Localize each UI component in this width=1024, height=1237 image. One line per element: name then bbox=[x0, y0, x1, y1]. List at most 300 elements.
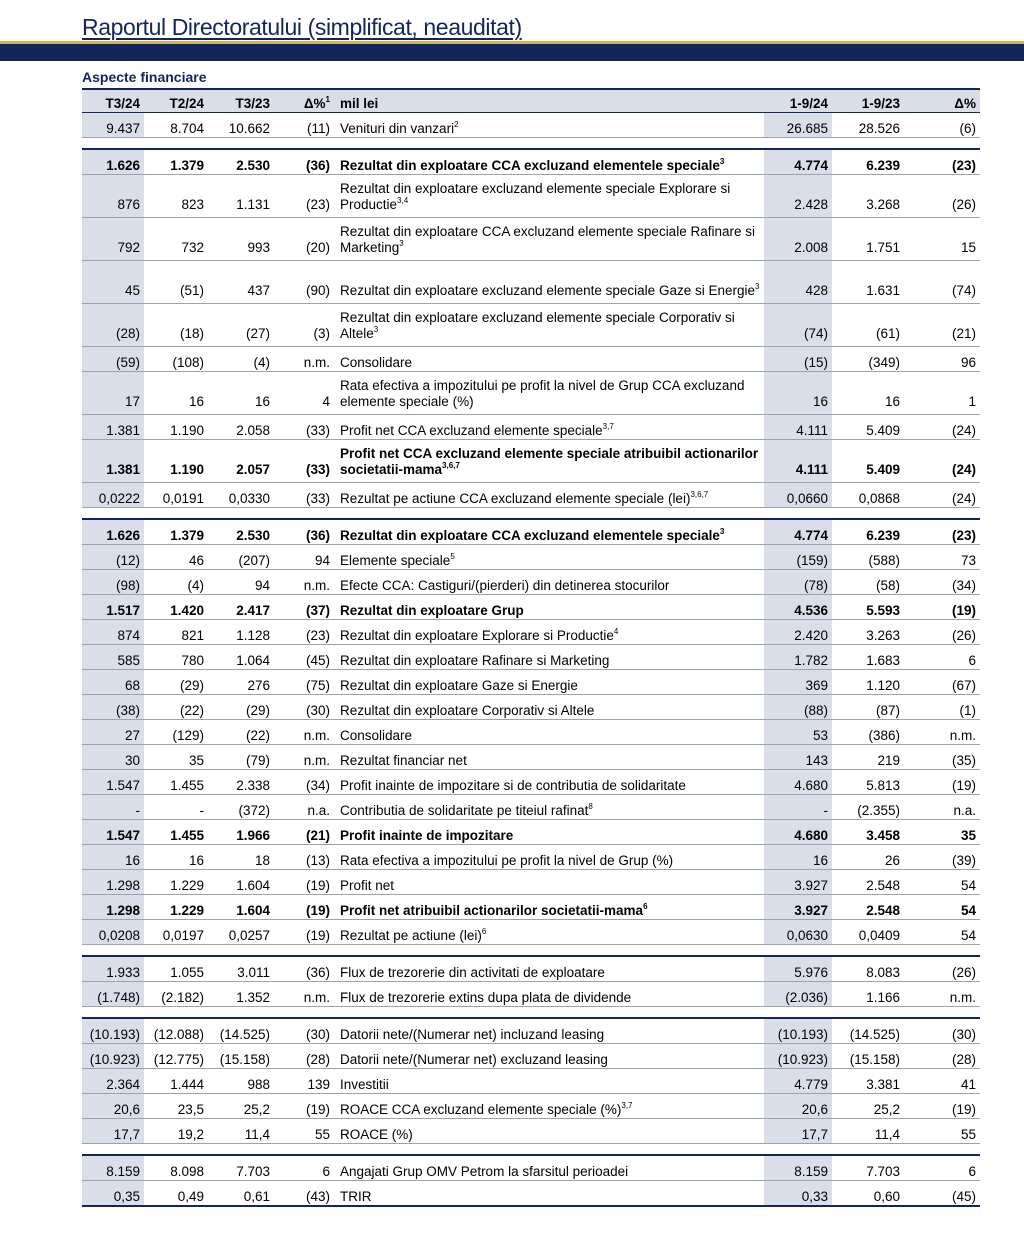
value-9m-24: 20,6 bbox=[764, 1094, 832, 1119]
row-label: Rezultat pe actiune CCA excluzand elemente speciale (lei) bbox=[340, 491, 691, 506]
value-9m-23: (58) bbox=[832, 570, 904, 595]
value-9m-23: 5.813 bbox=[832, 770, 904, 795]
row-label-cell bbox=[334, 956, 764, 982]
value-delta-q: (75) bbox=[274, 670, 334, 695]
spacer-cell bbox=[82, 138, 980, 150]
value-t3-23: 1.352 bbox=[208, 982, 274, 1007]
table-row bbox=[82, 956, 980, 982]
value-delta-q: (36) bbox=[274, 956, 334, 982]
value-t3-23: (372) bbox=[208, 795, 274, 820]
footnote-ref: 5 bbox=[450, 552, 455, 561]
value-delta-9m: 54 bbox=[904, 920, 980, 945]
value-9m-24: 16 bbox=[764, 845, 832, 870]
value-9m-24: (10.923) bbox=[764, 1044, 832, 1069]
value-9m-23: 0,0409 bbox=[832, 920, 904, 945]
value-t3-24: 1.547 bbox=[82, 820, 144, 845]
value-t2-24: 823 bbox=[144, 175, 208, 218]
value-t2-24: (4) bbox=[144, 570, 208, 595]
footnote-ref: 3,6,7 bbox=[442, 461, 460, 470]
table-row bbox=[82, 175, 980, 218]
value-9m-23: (61) bbox=[832, 304, 904, 347]
header-accent-line bbox=[0, 41, 1024, 44]
value-t2-24: 0,49 bbox=[144, 1181, 208, 1207]
value-delta-q: (13) bbox=[274, 845, 334, 870]
spacer-cell bbox=[82, 1144, 980, 1156]
header-delta-9m: Δ% bbox=[904, 89, 980, 113]
value-delta-q: (11) bbox=[274, 113, 334, 138]
table-row bbox=[82, 620, 980, 645]
value-t2-24: 19,2 bbox=[144, 1119, 208, 1144]
value-t3-23: 2.530 bbox=[208, 519, 274, 545]
value-delta-9m: (19) bbox=[904, 595, 980, 620]
value-t3-24: 1.933 bbox=[82, 956, 144, 982]
value-9m-24: 5.976 bbox=[764, 956, 832, 982]
value-9m-24: 4.680 bbox=[764, 770, 832, 795]
value-t3-23: 2.057 bbox=[208, 440, 274, 483]
table-row bbox=[82, 149, 980, 175]
value-delta-q: (20) bbox=[274, 218, 334, 261]
value-delta-q: (34) bbox=[274, 770, 334, 795]
value-9m-23: (14.525) bbox=[832, 1018, 904, 1044]
value-delta-9m: 73 bbox=[904, 545, 980, 570]
value-delta-9m: (39) bbox=[904, 845, 980, 870]
value-t2-24: 1.379 bbox=[144, 149, 208, 175]
value-t3-23: 1.604 bbox=[208, 870, 274, 895]
value-t2-24: (51) bbox=[144, 261, 208, 304]
table-row bbox=[82, 1155, 980, 1181]
table-spacer bbox=[82, 1007, 980, 1019]
spacer-cell bbox=[82, 508, 980, 520]
value-t3-23: 2.338 bbox=[208, 770, 274, 795]
value-t3-24: - bbox=[82, 795, 144, 820]
row-label: Rezultat din exploatare CCA excluzand elementele speciale bbox=[340, 158, 720, 173]
value-delta-9m: (19) bbox=[904, 1094, 980, 1119]
row-label: ROACE CCA excluzand elemente speciale (%) bbox=[340, 1102, 622, 1117]
table-spacer bbox=[82, 945, 980, 957]
table-row bbox=[82, 745, 980, 770]
value-t3-24: (12) bbox=[82, 545, 144, 570]
table-header-row bbox=[82, 89, 980, 113]
row-label-cell bbox=[334, 1094, 764, 1119]
value-delta-9m: (26) bbox=[904, 620, 980, 645]
table-row bbox=[82, 770, 980, 795]
footnote-ref: 3,6,7 bbox=[690, 490, 709, 499]
value-9m-23: 11,4 bbox=[832, 1119, 904, 1144]
row-label-cell bbox=[334, 820, 764, 845]
value-t2-24: (2.182) bbox=[144, 982, 208, 1007]
table-row bbox=[82, 982, 980, 1007]
row-label-cell bbox=[334, 175, 764, 218]
table-row bbox=[82, 1018, 980, 1044]
value-t2-24: (129) bbox=[144, 720, 208, 745]
value-delta-9m: 35 bbox=[904, 820, 980, 845]
value-delta-9m: (24) bbox=[904, 415, 980, 440]
value-t3-23: 0,0257 bbox=[208, 920, 274, 945]
value-delta-9m: 6 bbox=[904, 1155, 980, 1181]
row-label: Profit inainte de impozitare bbox=[340, 828, 514, 843]
value-t3-23: 2.417 bbox=[208, 595, 274, 620]
row-label-cell bbox=[334, 845, 764, 870]
footnote-ref: 3 bbox=[755, 282, 760, 291]
row-label-cell bbox=[334, 149, 764, 175]
row-label-cell bbox=[334, 720, 764, 745]
value-9m-23: 3.381 bbox=[832, 1069, 904, 1094]
row-label: Profit net CCA excluzand elemente speciale bbox=[340, 423, 603, 438]
header-t3-24: T3/24 bbox=[82, 89, 144, 113]
value-9m-23: 1.751 bbox=[832, 218, 904, 261]
value-delta-9m: (26) bbox=[904, 956, 980, 982]
row-label-cell bbox=[334, 870, 764, 895]
row-label-cell bbox=[334, 1181, 764, 1207]
header-band bbox=[0, 41, 1024, 61]
row-label: Rezultat din exploatare Grup bbox=[340, 603, 524, 618]
value-t3-23: 2.058 bbox=[208, 415, 274, 440]
value-delta-q: (21) bbox=[274, 820, 334, 845]
value-delta-q: n.m. bbox=[274, 347, 334, 372]
row-label: ROACE (%) bbox=[340, 1127, 413, 1142]
value-t3-24: 0,0208 bbox=[82, 920, 144, 945]
value-t2-24: 1.420 bbox=[144, 595, 208, 620]
value-t3-23: (29) bbox=[208, 695, 274, 720]
value-delta-9m: 1 bbox=[904, 372, 980, 415]
value-9m-23: 1.683 bbox=[832, 645, 904, 670]
value-delta-9m: n.m. bbox=[904, 720, 980, 745]
value-t2-24: (12.775) bbox=[144, 1044, 208, 1069]
row-label: Rezultat din exploatare excluzand elemente speciale Explorare si Productie bbox=[340, 181, 731, 212]
value-9m-24: (74) bbox=[764, 304, 832, 347]
value-9m-23: 3.263 bbox=[832, 620, 904, 645]
row-label: Contributia de solidaritate pe titeiul rafinat bbox=[340, 803, 589, 818]
row-label-cell bbox=[334, 770, 764, 795]
value-t3-24: 874 bbox=[82, 620, 144, 645]
row-label: Angajati Grup OMV Petrom la sfarsitul perioadei bbox=[340, 1164, 629, 1179]
row-label: Investitii bbox=[340, 1077, 389, 1092]
value-delta-q: (43) bbox=[274, 1181, 334, 1207]
value-9m-23: 3.268 bbox=[832, 175, 904, 218]
value-t3-23: 25,2 bbox=[208, 1094, 274, 1119]
row-label: Rezultat din exploatare Explorare si Productie bbox=[340, 628, 614, 643]
table-row bbox=[82, 1119, 980, 1144]
value-t2-24: (29) bbox=[144, 670, 208, 695]
value-9m-23: 1.631 bbox=[832, 261, 904, 304]
value-t2-24: 1.455 bbox=[144, 820, 208, 845]
value-t3-23: (14.525) bbox=[208, 1018, 274, 1044]
value-9m-24: 0,0630 bbox=[764, 920, 832, 945]
row-label-cell bbox=[334, 113, 764, 138]
row-label: Rezultat din exploatare CCA excluzand elemente speciale Rafinare si Marketing bbox=[340, 224, 755, 255]
value-t3-23: 1.128 bbox=[208, 620, 274, 645]
value-t3-23: (27) bbox=[208, 304, 274, 347]
row-label-cell bbox=[334, 261, 764, 304]
value-t3-24: 1.298 bbox=[82, 895, 144, 920]
table-row bbox=[82, 845, 980, 870]
value-delta-9m: 15 bbox=[904, 218, 980, 261]
value-9m-24: 2.428 bbox=[764, 175, 832, 218]
table-row bbox=[82, 483, 980, 508]
value-t2-24: 1.229 bbox=[144, 895, 208, 920]
page-title: Raportul Directoratului (simplificat, neauditat) bbox=[82, 14, 522, 40]
value-delta-9m: 41 bbox=[904, 1069, 980, 1094]
value-delta-9m: n.a. bbox=[904, 795, 980, 820]
value-9m-23: (588) bbox=[832, 545, 904, 570]
value-t2-24: 1.190 bbox=[144, 415, 208, 440]
value-9m-23: 7.703 bbox=[832, 1155, 904, 1181]
value-t2-24: (18) bbox=[144, 304, 208, 347]
value-t3-23: 1.604 bbox=[208, 895, 274, 920]
value-t3-24: 2.364 bbox=[82, 1069, 144, 1094]
row-label-cell bbox=[334, 1069, 764, 1094]
row-label: TRIR bbox=[340, 1189, 372, 1204]
value-9m-24: 53 bbox=[764, 720, 832, 745]
value-t2-24: 780 bbox=[144, 645, 208, 670]
value-t2-24: 23,5 bbox=[144, 1094, 208, 1119]
row-label: Rezultat din exploatare excluzand elemente speciale Corporativ si Altele bbox=[340, 310, 735, 341]
value-t3-24: (28) bbox=[82, 304, 144, 347]
value-t3-24: 1.381 bbox=[82, 415, 144, 440]
value-t3-24: (59) bbox=[82, 347, 144, 372]
value-9m-24: - bbox=[764, 795, 832, 820]
value-t2-24: 8.704 bbox=[144, 113, 208, 138]
row-label: Datorii nete/(Numerar net) incluzand leasing bbox=[340, 1027, 605, 1042]
value-delta-q: (36) bbox=[274, 149, 334, 175]
value-t3-24: 45 bbox=[82, 261, 144, 304]
row-label: Profit net atribuibil actionarilor societatii-mama bbox=[340, 903, 644, 918]
value-t2-24: 1.190 bbox=[144, 440, 208, 483]
value-9m-23: 8.083 bbox=[832, 956, 904, 982]
header-delta-q-footnote: 1 bbox=[325, 95, 330, 104]
row-label: Rezultat din exploatare Rafinare si Marketing bbox=[340, 653, 610, 668]
value-9m-23: 28.526 bbox=[832, 113, 904, 138]
value-9m-23: (15.158) bbox=[832, 1044, 904, 1069]
value-9m-23: 1.166 bbox=[832, 982, 904, 1007]
value-t2-24: 1.444 bbox=[144, 1069, 208, 1094]
spacer-cell bbox=[82, 1007, 980, 1019]
footnote-ref: 3 bbox=[373, 325, 379, 334]
value-9m-24: 3.927 bbox=[764, 870, 832, 895]
row-label: Consolidare bbox=[340, 728, 413, 743]
value-t3-24: 1.381 bbox=[82, 440, 144, 483]
value-9m-23: 6.239 bbox=[832, 149, 904, 175]
value-t3-23: 94 bbox=[208, 570, 274, 595]
value-9m-24: (2.036) bbox=[764, 982, 832, 1007]
row-label-cell bbox=[334, 645, 764, 670]
value-delta-9m: (23) bbox=[904, 149, 980, 175]
row-label-cell bbox=[334, 895, 764, 920]
value-9m-23: (386) bbox=[832, 720, 904, 745]
value-9m-24: 369 bbox=[764, 670, 832, 695]
value-t3-24: 17,7 bbox=[82, 1119, 144, 1144]
footnote-ref: 3 bbox=[399, 239, 404, 248]
value-delta-9m: (23) bbox=[904, 519, 980, 545]
row-label-cell bbox=[334, 1155, 764, 1181]
value-t2-24: (12.088) bbox=[144, 1018, 208, 1044]
value-t3-24: 792 bbox=[82, 218, 144, 261]
value-9m-24: 17,7 bbox=[764, 1119, 832, 1144]
value-9m-23: 0,0868 bbox=[832, 483, 904, 508]
value-t2-24: 16 bbox=[144, 845, 208, 870]
row-label-cell bbox=[334, 570, 764, 595]
table-row bbox=[82, 570, 980, 595]
row-label: Flux de trezorerie din activitati de exploatare bbox=[340, 965, 605, 980]
header-delta-q-label: Δ% bbox=[303, 96, 326, 111]
value-9m-24: 1.782 bbox=[764, 645, 832, 670]
value-t3-23: 993 bbox=[208, 218, 274, 261]
value-9m-23: 6.239 bbox=[832, 519, 904, 545]
value-9m-24: 16 bbox=[764, 372, 832, 415]
value-9m-23: 219 bbox=[832, 745, 904, 770]
value-t3-24: (1.748) bbox=[82, 982, 144, 1007]
value-9m-24: 2.420 bbox=[764, 620, 832, 645]
row-label: Rezultat din exploatare CCA excluzand elementele speciale bbox=[340, 528, 720, 543]
row-label: Rezultat din exploatare Gaze si Energie bbox=[340, 678, 578, 693]
value-9m-23: (87) bbox=[832, 695, 904, 720]
header-t3-23: T3/23 bbox=[208, 89, 274, 113]
value-delta-q: n.m. bbox=[274, 982, 334, 1007]
value-9m-24: (159) bbox=[764, 545, 832, 570]
value-delta-9m: (21) bbox=[904, 304, 980, 347]
row-label: Efecte CCA: Castiguri/(pierderi) din detinerea stocurilor bbox=[340, 578, 670, 593]
row-label-cell bbox=[334, 415, 764, 440]
value-delta-q: n.a. bbox=[274, 795, 334, 820]
value-t2-24: 1.055 bbox=[144, 956, 208, 982]
financial-table bbox=[82, 88, 980, 1207]
table-row bbox=[82, 670, 980, 695]
value-9m-23: 3.458 bbox=[832, 820, 904, 845]
value-t3-24: 68 bbox=[82, 670, 144, 695]
value-9m-24: 4.774 bbox=[764, 149, 832, 175]
value-9m-23: 1.120 bbox=[832, 670, 904, 695]
value-9m-23: 5.409 bbox=[832, 415, 904, 440]
value-t3-23: (15.158) bbox=[208, 1044, 274, 1069]
value-t2-24: 46 bbox=[144, 545, 208, 570]
value-9m-23: (2.355) bbox=[832, 795, 904, 820]
row-label: Rezultat financiar net bbox=[340, 753, 467, 768]
footnote-ref: 3 bbox=[719, 157, 725, 166]
value-delta-9m: (24) bbox=[904, 440, 980, 483]
value-t3-24: 9.437 bbox=[82, 113, 144, 138]
row-label-cell bbox=[334, 218, 764, 261]
value-delta-q: (33) bbox=[274, 440, 334, 483]
header-delta-q bbox=[274, 89, 334, 113]
value-t3-23: (207) bbox=[208, 545, 274, 570]
value-t3-23: 0,0330 bbox=[208, 483, 274, 508]
value-9m-23: 2.548 bbox=[832, 895, 904, 920]
table-row bbox=[82, 720, 980, 745]
value-t3-23: 437 bbox=[208, 261, 274, 304]
value-t3-24: (98) bbox=[82, 570, 144, 595]
value-9m-23: 5.409 bbox=[832, 440, 904, 483]
value-t3-23: 3.011 bbox=[208, 956, 274, 982]
value-delta-q: (30) bbox=[274, 695, 334, 720]
header-9m-24: 1-9/24 bbox=[764, 89, 832, 113]
value-9m-24: 8.159 bbox=[764, 1155, 832, 1181]
table-row bbox=[82, 1094, 980, 1119]
row-label-cell bbox=[334, 304, 764, 347]
value-t3-23: 11,4 bbox=[208, 1119, 274, 1144]
row-label-cell bbox=[334, 519, 764, 545]
value-t3-24: 1.626 bbox=[82, 519, 144, 545]
row-label: Rezultat din exploatare Corporativ si Altele bbox=[340, 703, 595, 718]
footnote-ref: 2 bbox=[454, 120, 459, 129]
value-t3-24: 1.547 bbox=[82, 770, 144, 795]
value-9m-24: 0,0660 bbox=[764, 483, 832, 508]
value-t2-24: 1.379 bbox=[144, 519, 208, 545]
row-label: Profit net bbox=[340, 878, 395, 893]
table-row bbox=[82, 595, 980, 620]
row-label: Rata efectiva a impozitului pe profit la nivel de Grup CCA excluzand elemente speciale (%) bbox=[340, 378, 745, 409]
value-9m-23: 5.593 bbox=[832, 595, 904, 620]
table-row bbox=[82, 920, 980, 945]
row-label-cell bbox=[334, 670, 764, 695]
value-delta-q: (33) bbox=[274, 415, 334, 440]
value-t2-24: 35 bbox=[144, 745, 208, 770]
value-t3-24: 876 bbox=[82, 175, 144, 218]
value-delta-q: n.m. bbox=[274, 745, 334, 770]
value-t2-24: 1.229 bbox=[144, 870, 208, 895]
value-9m-24: (88) bbox=[764, 695, 832, 720]
value-t3-23: 16 bbox=[208, 372, 274, 415]
value-delta-9m: (28) bbox=[904, 1044, 980, 1069]
value-9m-24: 4.779 bbox=[764, 1069, 832, 1094]
row-label-cell bbox=[334, 695, 764, 720]
footnote-ref: 3,4 bbox=[397, 196, 409, 205]
header-t2-24: T2/24 bbox=[144, 89, 208, 113]
footnote-ref: 6 bbox=[643, 902, 648, 911]
value-delta-9m: (74) bbox=[904, 261, 980, 304]
value-delta-9m: (6) bbox=[904, 113, 980, 138]
row-label: Rezultat din exploatare excluzand elemente speciale Gaze si Energie bbox=[340, 283, 755, 298]
value-t3-24: (10.193) bbox=[82, 1018, 144, 1044]
value-t3-24: 1.298 bbox=[82, 870, 144, 895]
row-label-cell bbox=[334, 1044, 764, 1069]
value-9m-24: 4.111 bbox=[764, 415, 832, 440]
value-t2-24: (22) bbox=[144, 695, 208, 720]
value-delta-q: (19) bbox=[274, 920, 334, 945]
table-row bbox=[82, 415, 980, 440]
value-delta-9m: (24) bbox=[904, 483, 980, 508]
footnote-ref: 3 bbox=[719, 527, 725, 536]
value-t3-24: 27 bbox=[82, 720, 144, 745]
table-row bbox=[82, 820, 980, 845]
row-label-cell bbox=[334, 745, 764, 770]
value-t2-24: 821 bbox=[144, 620, 208, 645]
value-t3-23: 0,61 bbox=[208, 1181, 274, 1207]
row-label: Consolidare bbox=[340, 355, 413, 370]
value-delta-q: (19) bbox=[274, 1094, 334, 1119]
value-delta-9m: (67) bbox=[904, 670, 980, 695]
row-label: Flux de trezorerie extins dupa plata de dividende bbox=[340, 990, 632, 1005]
value-t2-24: 0,0191 bbox=[144, 483, 208, 508]
row-label-cell bbox=[334, 595, 764, 620]
value-t3-24: (38) bbox=[82, 695, 144, 720]
value-t3-24: 17 bbox=[82, 372, 144, 415]
value-delta-9m: 6 bbox=[904, 645, 980, 670]
row-label: Venituri din vanzari bbox=[340, 121, 455, 136]
row-label-cell bbox=[334, 982, 764, 1007]
value-9m-24: 4.680 bbox=[764, 820, 832, 845]
row-label-cell bbox=[334, 440, 764, 483]
value-9m-24: (78) bbox=[764, 570, 832, 595]
value-t3-24: 16 bbox=[82, 845, 144, 870]
value-delta-q: (19) bbox=[274, 895, 334, 920]
value-delta-q: (19) bbox=[274, 870, 334, 895]
value-delta-9m: n.m. bbox=[904, 982, 980, 1007]
value-9m-24: 4.111 bbox=[764, 440, 832, 483]
table-row bbox=[82, 372, 980, 415]
table-row bbox=[82, 113, 980, 138]
value-9m-24: 0,33 bbox=[764, 1181, 832, 1207]
value-t3-23: 7.703 bbox=[208, 1155, 274, 1181]
